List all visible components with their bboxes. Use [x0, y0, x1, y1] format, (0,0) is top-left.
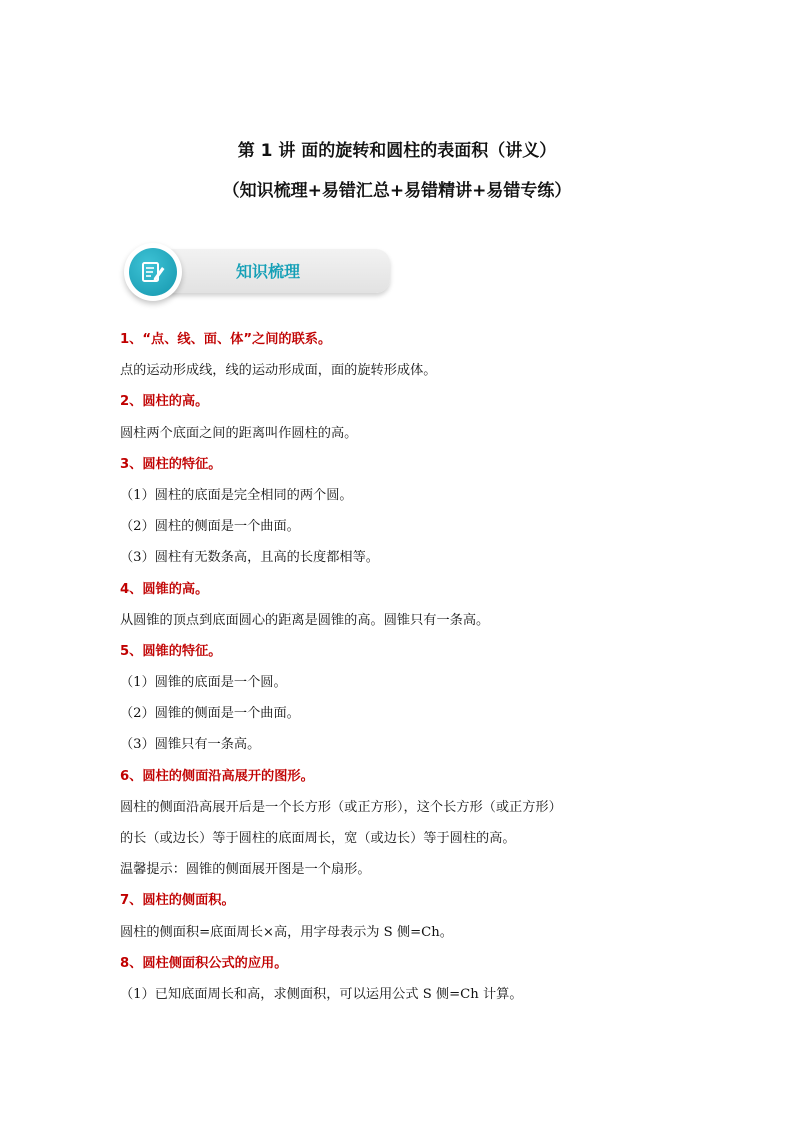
body-text: （1）圆柱的底面是完全相同的两个圆。 [120, 487, 353, 503]
body-text: 圆柱两个底面之间的距离叫作圆柱的高。 [120, 425, 358, 441]
section-heading: 6、圆柱的侧面沿高展开的图形。 [120, 768, 314, 784]
section-heading: 5、圆锥的特征。 [120, 643, 222, 659]
banner-label: 知识梳理 [236, 262, 301, 281]
document-subtitle: （知识梳理+易错汇总+易错精讲+易错专练） [222, 181, 572, 201]
section-heading: 2、圆柱的高。 [120, 394, 209, 410]
section-heading: 4、圆锥的高。 [120, 581, 209, 597]
body-text: 从圆锥的顶点到底面圆心的距离是圆锥的高。圆锥只有一条高。 [120, 612, 490, 628]
section-heading: 3、圆柱的特征。 [120, 456, 222, 472]
body-text: （3）圆柱有无数条高，且高的长度都相等。 [120, 550, 379, 566]
body-text: （2）圆锥的侧面是一个曲面。 [120, 706, 300, 722]
section-heading: 7、圆柱的侧面积。 [120, 893, 235, 909]
document-title: 第 1 讲 面的旋转和圆柱的表面积（讲义） [237, 141, 557, 161]
section-heading: 1、“点、线、面、体”之间的联系。 [120, 332, 332, 347]
body-text: 圆柱的侧面沿高展开后是一个长方形（或正方形），这个长方形（或正方形） [120, 799, 562, 815]
body-text: （1）已知底面周长和高，求侧面积，可以运用公式 S 侧=Ch 计算。 [120, 986, 523, 1002]
body-text: 温馨提示：圆锥的侧面展开图是一个扇形。 [120, 862, 371, 878]
body-text: （1）圆锥的底面是一个圆。 [120, 675, 287, 691]
section-banner [124, 245, 390, 297]
body-text: 圆柱的侧面积=底面周长×高，用字母表示为 S 侧=Ch。 [120, 924, 453, 940]
body-text: （3）圆锥只有一条高。 [120, 737, 261, 753]
body-text: （2）圆柱的侧面是一个曲面。 [120, 519, 300, 535]
notepad-pencil-icon [140, 259, 166, 285]
knowledge-content [120, 330, 680, 1016]
body-text: 的长（或边长）等于圆柱的底面周长，宽（或边长）等于圆柱的高。 [120, 831, 516, 846]
section-heading: 8、圆柱侧面积公式的应用。 [120, 955, 288, 971]
banner-icon-circle [124, 243, 182, 301]
body-text: 点的运动形成线，线的运动形成面，面的旋转形成体。 [120, 363, 437, 379]
